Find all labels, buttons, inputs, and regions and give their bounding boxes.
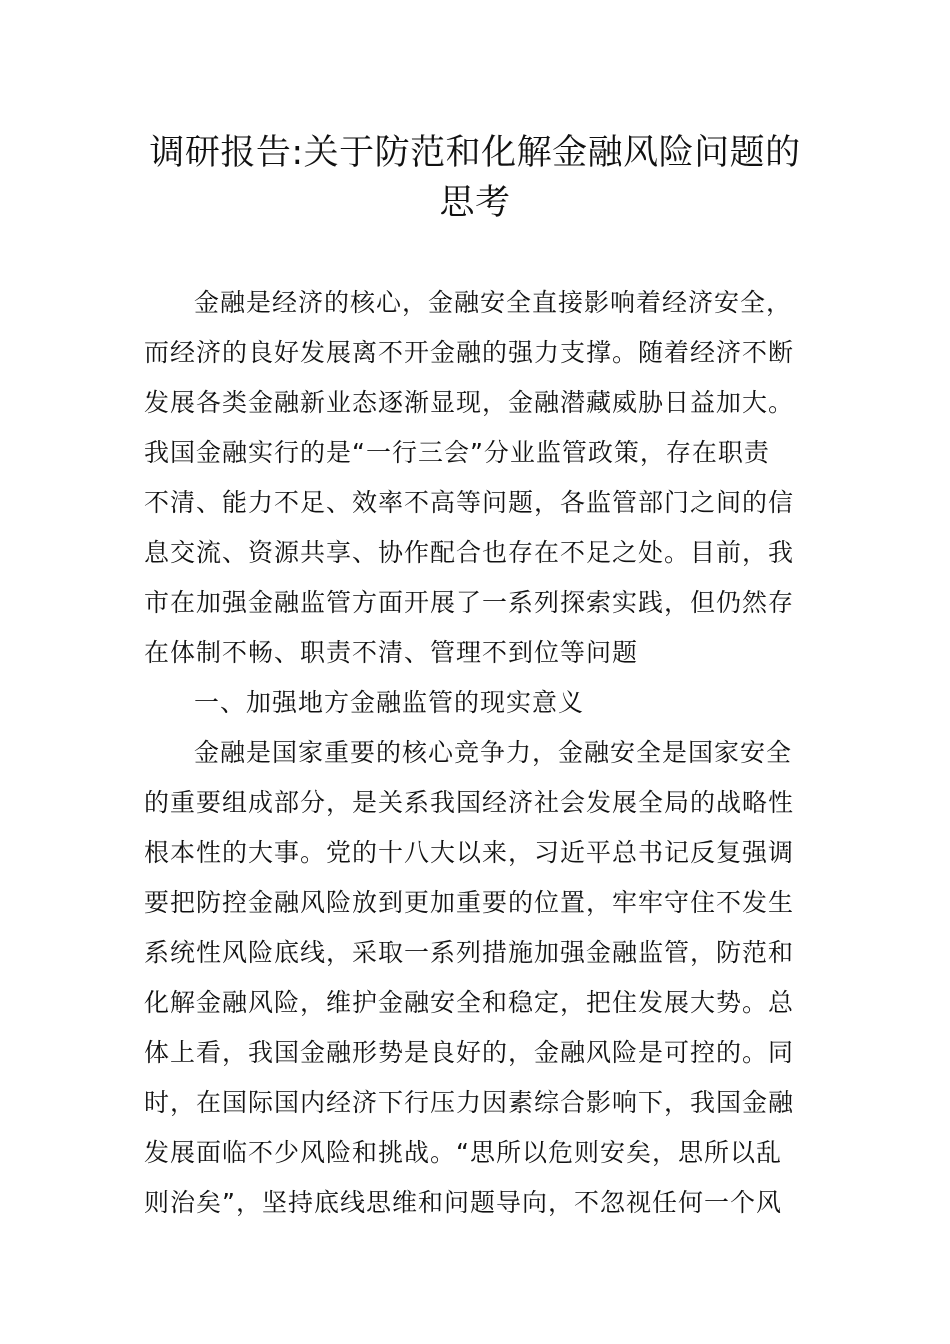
text-line: 发展各类金融新业态逐渐显现，金融潜藏威胁日益加大。 xyxy=(144,388,795,417)
title-line: 调研报告:关于防范和化解金融风险问题的 xyxy=(149,133,801,173)
text-line: 息交流、资源共享、协作配合也存在不足之处。目前，我 xyxy=(144,538,795,567)
text-line: 不清、能力不足、效率不高等问题，各监管部门之间的信 xyxy=(144,488,795,517)
text-line: 化解金融风险，维护金融安全和稳定，把住发展大势。总 xyxy=(144,988,795,1017)
text-line: 要把防控金融风险放到更加重要的位置，牢牢守住不发生 xyxy=(144,888,795,917)
text-line: 我国金融实行的是“一行三会”分业监管政策，存在职责 xyxy=(144,438,770,467)
text-line: 时，在国际国内经济下行压力因素综合影响下，我国金融 xyxy=(144,1088,795,1117)
text-line: 金融是国家重要的核心竞争力，金融安全是国家安全 xyxy=(194,738,793,767)
text-line: 而经济的良好发展离不开金融的强力支撑。随着经济不断 xyxy=(144,338,795,367)
text-line: 市在加强金融监管方面开展了一系列探索实践，但仍然存 xyxy=(144,588,795,617)
document-title xyxy=(120,128,830,228)
document-body xyxy=(144,278,810,1228)
title-line: 思考 xyxy=(439,183,511,223)
text-line: 体上看，我国金融形势是良好的，金融风险是可控的。同 xyxy=(144,1038,795,1067)
text-line: 一、加强地方金融监管的现实意义 xyxy=(194,688,585,717)
text-line: 根本性的大事。党的十八大以来，习近平总书记反复强调 xyxy=(144,838,795,867)
text-line: 的重要组成部分，是关系我国经济社会发展全局的战略性 xyxy=(144,788,795,817)
text-line: 金融是经济的核心，金融安全直接影响着经济安全， xyxy=(194,288,793,317)
text-line: 在体制不畅、职责不清、管理不到位等问题 xyxy=(144,638,639,667)
text-line: 则治矣”，坚持底线思维和问题导向，不忽视任何一个风 xyxy=(144,1188,782,1217)
text-line: 发展面临不少风险和挑战。“思所以危则安矣，思所以乱 xyxy=(144,1138,782,1167)
text-line: 系统性风险底线，采取一系列措施加强金融监管，防范和 xyxy=(144,938,795,967)
